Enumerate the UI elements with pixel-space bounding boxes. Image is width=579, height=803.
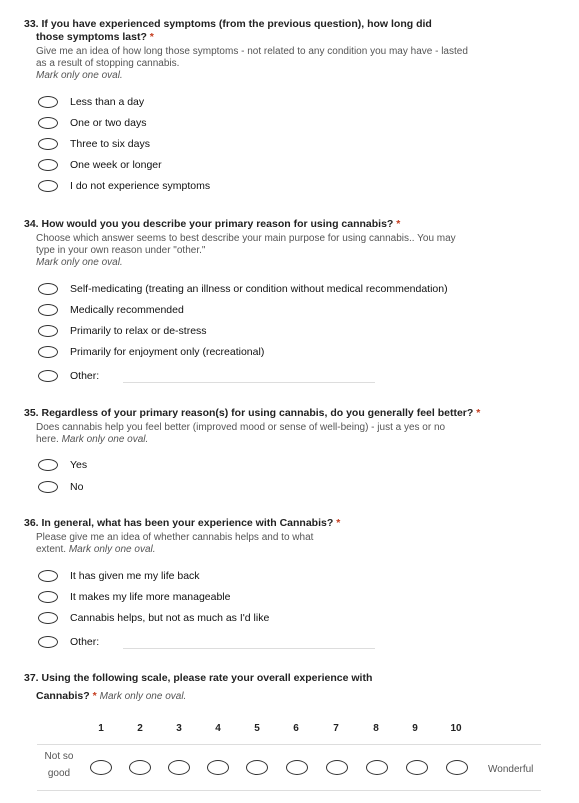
other-text-input[interactable]: [123, 370, 375, 383]
scale-high-label: Wonderful: [488, 764, 534, 775]
help-text-line: extent.: [36, 544, 67, 555]
option-life-back[interactable]: [38, 566, 200, 586]
option-recreational[interactable]: [38, 342, 264, 362]
scale-oval-4[interactable]: [207, 760, 229, 775]
option-label: Less than a day: [70, 96, 145, 108]
radio-oval[interactable]: [38, 459, 58, 471]
option-no-symptoms[interactable]: [38, 176, 210, 196]
scale-divider: [37, 744, 541, 745]
scale-oval-1[interactable]: [90, 760, 112, 775]
question-35-help: [36, 422, 556, 446]
required-marker: *: [396, 218, 401, 230]
help-text-line: type in your own reason under "other.": [36, 245, 206, 256]
scale-oval-6[interactable]: [286, 760, 308, 775]
radio-oval[interactable]: [38, 304, 58, 316]
option-helps-not-enough[interactable]: [38, 608, 269, 628]
scale-oval-5[interactable]: [246, 760, 268, 775]
question-37-title-line2: Cannabis? * Mark only one oval.: [36, 690, 187, 702]
scale-divider: [37, 790, 541, 791]
scale-number: 6: [293, 723, 299, 734]
radio-oval[interactable]: [38, 283, 58, 295]
option-label: Self-medicating (treating an illness or condition without medical recommendation): [70, 283, 448, 295]
option-label: One week or longer: [70, 159, 162, 171]
mark-instruction: Mark only one oval.: [61, 434, 149, 445]
scale-oval-8[interactable]: [366, 760, 388, 775]
mark-instruction: Mark only one oval.: [68, 544, 156, 555]
question-34-title: 34. How would you you describe your primary reason for using cannabis? *: [24, 218, 401, 230]
scale-oval-3[interactable]: [168, 760, 190, 775]
radio-oval[interactable]: [38, 591, 58, 603]
option-label: I do not experience symptoms: [70, 180, 211, 192]
radio-oval[interactable]: [38, 346, 58, 358]
scale-number: 2: [137, 723, 143, 734]
scale-number: 3: [176, 723, 182, 734]
question-37-title: 37. Using the following scale, please rate your overall experience with: [24, 672, 373, 684]
option-medically-recommended[interactable]: [38, 300, 184, 320]
help-text-line: Please give me an idea of whether cannabis helps and to what: [36, 532, 314, 543]
scale-number: 1: [98, 723, 104, 734]
required-marker: *: [476, 407, 481, 419]
option-one-or-two-days[interactable]: [38, 113, 146, 133]
option-one-week-or-longer[interactable]: [38, 155, 162, 175]
option-label: Primarily for enjoyment only (recreational): [70, 346, 265, 358]
option-three-to-six-days[interactable]: [38, 134, 150, 154]
scale-oval-9[interactable]: [406, 760, 428, 775]
radio-oval[interactable]: [38, 138, 58, 150]
question-34-help: [36, 233, 556, 269]
mark-instruction: Mark only one oval.: [36, 257, 123, 268]
scale-number: 8: [373, 723, 379, 734]
option-label: No: [70, 481, 84, 493]
question-35-title: 35. Regardless of your primary reason(s) for using cannabis, do you generally feel better? *: [24, 407, 481, 419]
radio-oval[interactable]: [38, 570, 58, 582]
scale-number: 5: [254, 723, 260, 734]
option-other[interactable]: [38, 366, 375, 386]
label-line: good: [47, 768, 71, 779]
option-self-medicating[interactable]: [38, 279, 448, 299]
option-no[interactable]: [38, 477, 83, 497]
help-text-line: Does cannabis help you feel better (improved mood or sense of well-being) - just a yes or no: [36, 422, 446, 433]
scale-number: 4: [215, 723, 221, 734]
option-more-manageable[interactable]: [38, 587, 230, 607]
radio-oval[interactable]: [38, 612, 58, 624]
question-33-title-line2: those symptoms last? *: [36, 31, 154, 43]
radio-oval[interactable]: [38, 325, 58, 337]
help-text-line: Give me an idea of how long those symptoms - not related to any condition you may have - lasted: [36, 46, 468, 57]
scale-oval-10[interactable]: [446, 760, 468, 775]
option-label: It makes my life more manageable: [70, 591, 231, 603]
radio-oval[interactable]: [38, 636, 58, 648]
required-marker: *: [149, 31, 154, 43]
mark-instruction: Mark only one oval.: [36, 70, 123, 81]
label-line: Not so: [44, 751, 74, 762]
option-label: Primarily to relax or de-stress: [70, 325, 207, 337]
help-text-line: Choose which answer seems to best describe your main purpose for using cannabis.. You may: [36, 233, 456, 244]
scale-number: 7: [333, 723, 339, 734]
radio-oval[interactable]: [38, 96, 58, 108]
scale-oval-2[interactable]: [129, 760, 151, 775]
question-33-title: 33. If you have experienced symptoms (from the previous question), how long did: [24, 18, 432, 30]
option-label: It has given me my life back: [70, 570, 200, 582]
radio-oval[interactable]: [38, 159, 58, 171]
option-label: Yes: [70, 459, 88, 471]
required-marker: *: [92, 690, 97, 702]
question-33-help: [36, 46, 556, 82]
other-text-input[interactable]: [123, 636, 375, 649]
question-36-title: 36. In general, what has been your experience with Cannabis? *: [24, 517, 341, 529]
option-other[interactable]: [38, 632, 375, 652]
radio-oval[interactable]: [38, 481, 58, 493]
scale-oval-7[interactable]: [326, 760, 348, 775]
radio-oval[interactable]: [38, 370, 58, 382]
question-36-help: [36, 532, 396, 556]
option-label: Cannabis helps, but not as much as I'd like: [70, 612, 270, 624]
mark-instruction: Mark only one oval.: [99, 691, 187, 702]
option-label: Three to six days: [70, 138, 150, 150]
radio-oval[interactable]: [38, 117, 58, 129]
option-relax-de-stress[interactable]: [38, 321, 207, 341]
scale-low-label: [40, 751, 78, 780]
radio-oval[interactable]: [38, 180, 58, 192]
option-yes[interactable]: [38, 455, 87, 475]
option-label: Medically recommended: [70, 304, 184, 316]
help-text-line: here.: [36, 434, 59, 445]
help-text-line: as a result of stopping cannabis.: [36, 58, 180, 69]
scale-number: 10: [450, 723, 462, 734]
option-label: Other:: [70, 370, 100, 382]
required-marker: *: [336, 517, 341, 529]
scale-number: 9: [412, 723, 418, 734]
option-label: Other:: [70, 636, 100, 648]
option-label: One or two days: [70, 117, 147, 129]
option-less-than-a-day[interactable]: [38, 92, 144, 112]
